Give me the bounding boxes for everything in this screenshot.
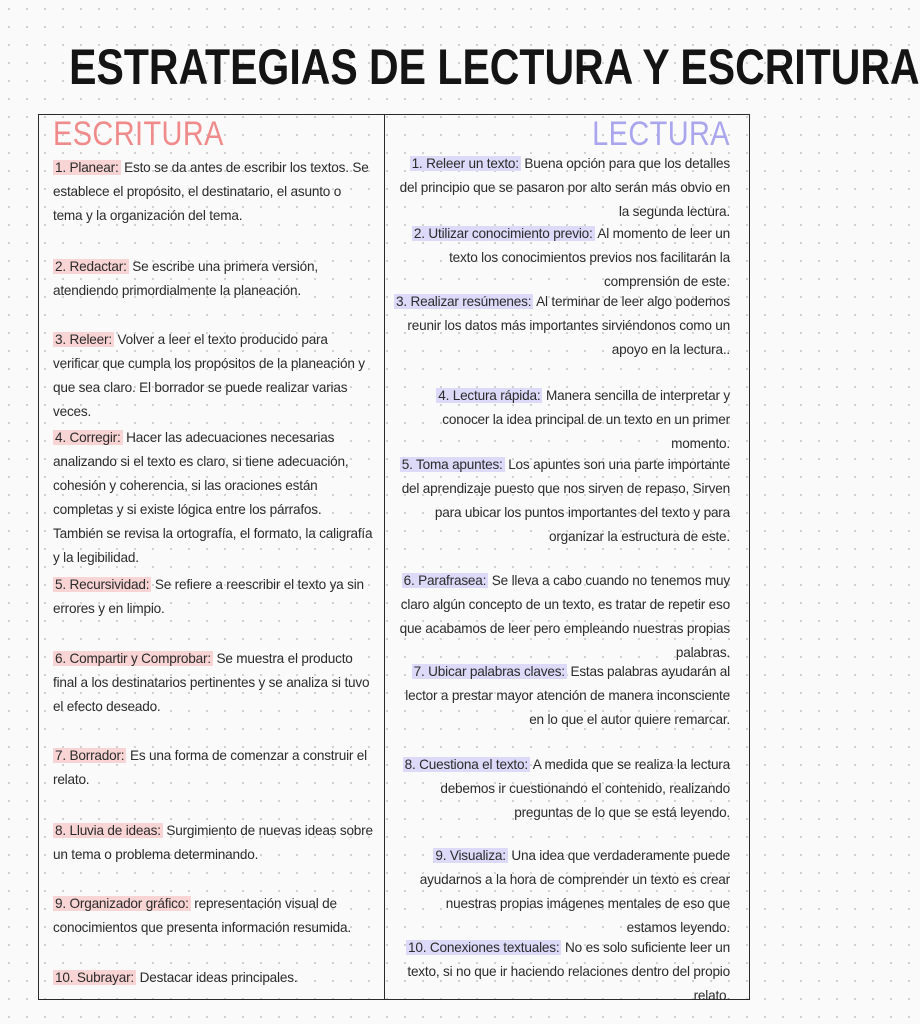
lectura-item bbox=[393, 222, 730, 294]
lectura-item-text: Se lleva a cabo cuando no tenemos muy claro algún concepto de un texto, es tratar de repetir eso que acabamos de leer pero empleando nuestras propias palabras. bbox=[399, 573, 730, 660]
escritura-item bbox=[53, 426, 374, 570]
escritura-item bbox=[53, 647, 374, 719]
lectura-item bbox=[393, 660, 730, 732]
escritura-item-term: 6. Compartir y Comprobar: bbox=[55, 651, 211, 666]
lectura-item-term: 1. Releer un texto: bbox=[411, 156, 519, 171]
lectura-item-term: 5. Toma apuntes: bbox=[401, 457, 503, 472]
escritura-item-text: representación visual de conocimientos que presenta información resumida. bbox=[53, 896, 351, 935]
lectura-item-term: 2. Utilizar conocimiento previo: bbox=[413, 226, 593, 241]
lectura-item bbox=[393, 936, 730, 1008]
lectura-item-text: Al terminar de leer algo podemos reunir los datos más importantes sirviéndonos como un apoyo en la lectura.. bbox=[407, 294, 730, 357]
escritura-item-text: Volver a leer el texto producido para verificar que cumpla los propósitos de la planeación y que sea claro. El borrador se puede realizar varias veces. bbox=[53, 332, 365, 419]
escritura-item-text: Hacer las adecuaciones necesarias analizando si el texto es claro, si tiene adecuación, cohesión y coherencia, si las oraciones están completas y si existe lógica entre los párrafos. También se revisa la ortografía, el formato, la caligrafía y la legibilidad. bbox=[53, 430, 373, 565]
lectura-item bbox=[393, 569, 730, 665]
escritura-item-text: Destacar ideas principales. bbox=[136, 970, 298, 985]
lectura-item-text: A medida que se realiza la lectura debemos ir cuestionando el contenido, realizando preguntas de lo que se está leyendo. bbox=[440, 757, 730, 820]
escritura-item-term: 7. Borrador: bbox=[55, 748, 125, 763]
escritura-item bbox=[53, 819, 374, 867]
lectura-item bbox=[393, 453, 730, 549]
escritura-item-term: 2. Redactar: bbox=[55, 259, 127, 274]
escritura-item-term: 10. Subrayar: bbox=[55, 970, 135, 985]
lectura-item bbox=[393, 753, 730, 825]
escritura-item-text: Surgimiento de nuevas ideas sobre un tema o problema determinando. bbox=[53, 823, 373, 862]
lectura-item-text: Una idea que verdaderamente puede ayudarnos a la hora de comprender un texto es crear nuestras propias imágenes mentales de eso que estamos leyendo. bbox=[419, 848, 730, 935]
lectura-item bbox=[393, 384, 730, 456]
escritura-column bbox=[38, 114, 384, 1000]
escritura-item bbox=[53, 156, 374, 228]
lectura-item-term: 9. Visualiza: bbox=[435, 848, 506, 863]
escritura-heading: ESCRITURA bbox=[53, 115, 224, 153]
lectura-item-term: 7. Ubicar palabras claves: bbox=[413, 664, 565, 679]
escritura-item-text: Esto se da antes de escribir los textos. Se establece el propósito, el destinatario, el asunto o tema y la organización del tema. bbox=[53, 160, 369, 223]
lectura-item bbox=[393, 152, 730, 224]
escritura-item-term: 8. Lluvia de ideas: bbox=[55, 823, 161, 838]
escritura-item-term: 5. Recursividad: bbox=[55, 577, 150, 592]
escritura-item bbox=[53, 966, 374, 990]
lectura-item-text: Al momento de leer un texto los conocimientos previos nos facilitarán la comprensión de este. bbox=[449, 226, 730, 289]
escritura-item-term: 1. Planear: bbox=[55, 160, 119, 175]
escritura-item-term: 3. Releer: bbox=[55, 332, 112, 347]
lectura-item-term: 10. Conexiones textuales: bbox=[408, 940, 560, 955]
lectura-item-text: Los apuntes son una parte importante del aprendizaje puesto que nos sirven de repaso, Sirven para ubicar los puntos importantes del texto y para organizar la estructura de este. bbox=[401, 457, 730, 544]
lectura-item-term: 6. Parafrasea: bbox=[403, 573, 487, 588]
lectura-item bbox=[393, 290, 730, 362]
escritura-item-text: Se refiere a reescribir el texto ya sin errores y en limpio. bbox=[53, 577, 364, 616]
escritura-item bbox=[53, 744, 374, 792]
lectura-item-text: Buena opción para que los detalles del principio que se pasaron por alto serán más obvio en la segunda lectura. bbox=[399, 156, 730, 219]
escritura-item-text: Es una forma de comenzar a construir el relato. bbox=[53, 748, 367, 787]
lectura-item-term: 8. Cuestiona el texto: bbox=[404, 757, 528, 772]
escritura-item bbox=[53, 892, 374, 940]
lectura-item-term: 3. Realizar resúmenes: bbox=[395, 294, 532, 309]
escritura-item-term: 9. Organizador gráfico: bbox=[55, 896, 189, 911]
page-title: ESTRATEGIAS DE LECTURA Y ESCRITURA bbox=[69, 39, 920, 95]
lectura-item bbox=[393, 844, 730, 940]
escritura-item-term: 4. Corregir: bbox=[55, 430, 121, 445]
lectura-item-text: Manera sencilla de interpretar y conocer la idea principal de un texto en un primer momento. bbox=[442, 388, 730, 451]
escritura-item-text: Se muestra el producto final a los destinatarios pertinentes y se analiza si tuvo el efecto deseado. bbox=[53, 651, 370, 714]
lectura-item-text: No es solo suficiente leer un texto, si no que ir haciendo relaciones dentro del propio relato. bbox=[407, 940, 730, 1003]
escritura-item bbox=[53, 328, 374, 424]
lectura-column bbox=[385, 114, 750, 1003]
escritura-item bbox=[53, 573, 374, 621]
escritura-item bbox=[53, 255, 374, 303]
lectura-heading: LECTURA bbox=[592, 115, 730, 153]
lectura-item-term: 4. Lectura rápida: bbox=[438, 388, 541, 403]
escritura-item-text: Se escribe una primera versión, atendiendo primordialmente la planeación. bbox=[53, 259, 318, 298]
lectura-item-text: Estas palabras ayudarán al lector a prestar mayor atención de manera inconsciente en lo que el autor quiere remarcar. bbox=[405, 664, 730, 727]
